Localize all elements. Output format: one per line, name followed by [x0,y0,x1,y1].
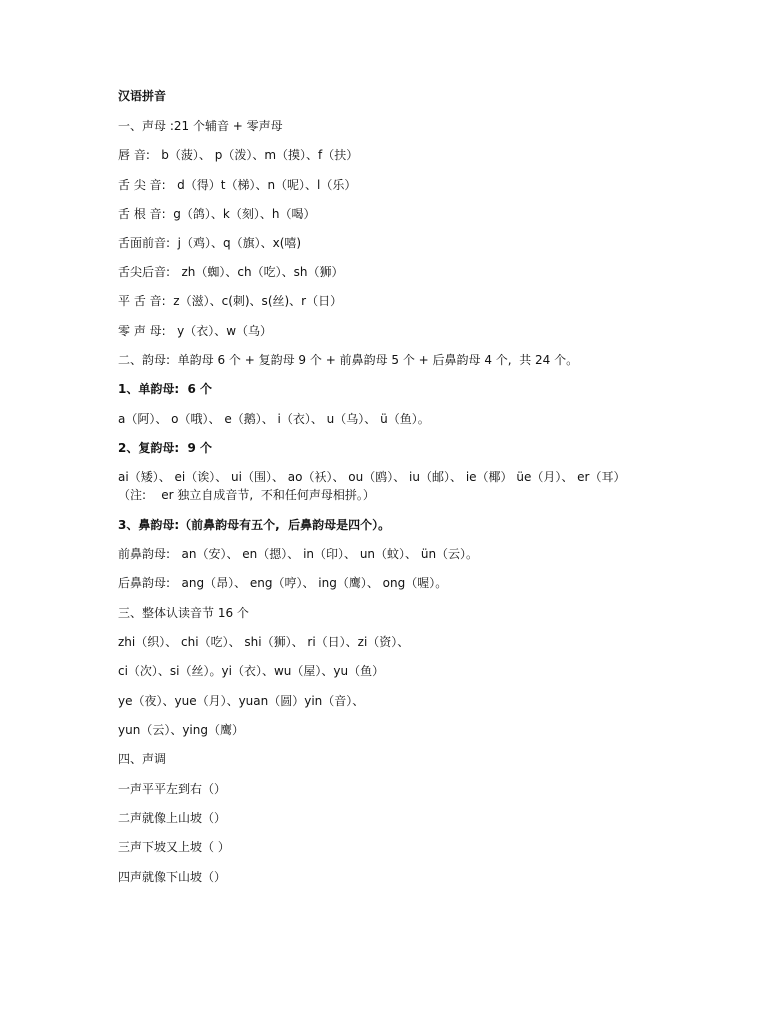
initials-retroflex: 舌尖后音: zh（蜘）、ch（吃）、sh（狮） [118,265,344,279]
whole-syllables-line-4: yun（云）、ying（鹰） [118,723,244,737]
section-initials-heading: 一、声母 :21 个辅音 + 零声母 [118,119,283,133]
document-title: 汉语拼音 [118,89,167,103]
initials-flat-tongue: 平 舌 音: z（滋）、c(刺)、s(丝)、r（日） [118,294,343,308]
section-tones-heading: 四、声调 [118,752,167,766]
initials-labials: 唇 音: b（菠）、 p（泼）、m（摸）、f（扶） [118,148,359,162]
whole-syllables-line-2: ci（次）、si（丝）。yi（衣）、wu（屋）、yu（鱼） [118,664,385,678]
tone-second: 二声就像上山坡（） [118,811,227,825]
simple-finals-heading: 1、单韵母: 6 个 [118,382,213,396]
nasal-finals-heading: 3、鼻韵母:（前鼻韵母有五个, 后鼻韵母是四个）。 [118,518,391,532]
initials-velars: 舌 根 音: g（鸽）、k（刻）、h（喝） [118,207,316,221]
initials-palatals: 舌面前音: j（鸡）、q（旗）、x(嘻) [118,236,302,250]
simple-finals-list: a（阿）、 o（哦）、 e（鹅）、 i（衣）、 u（乌）、 ü（鱼）。 [118,412,430,426]
section-finals-heading: 二、韵母: 单韵母 6 个 + 复韵母 9 个 + 前鼻韵母 5 个 + 后鼻韵母 4 个, 共 24 个。 [118,353,579,367]
back-nasal-finals: 后鼻韵母: ang（昂）、 eng（哼）、 ing（鹰）、 ong（喔）。 [118,576,448,590]
tone-third: 三声下坡又上坡（ ） [118,840,230,854]
whole-syllables-line-1: zhi（织）、 chi（吃）、 shi（狮）、 ri（日）、zi（资）、 [118,635,410,649]
front-nasal-finals: 前鼻韵母: an（安）、 en（摁）、 in（印）、 un（蚊）、 ün（云）。 [118,547,479,561]
tone-fourth: 四声就像下山坡（） [118,870,227,884]
section-whole-syllables-heading: 三、整体认读音节 16 个 [118,606,249,620]
initials-zero: 零 声 母: y（衣）、w（乌） [118,324,273,338]
tone-first: 一声平平左到右（） [118,782,227,796]
compound-finals-heading: 2、复韵母: 9 个 [118,441,213,455]
whole-syllables-line-3: ye（夜）、yue（月）、yuan（圆）yin（音）、 [118,694,365,708]
initials-alveolars: 舌 尖 音: d（得）t（梯）、n（呢）、l（乐） [118,178,357,192]
compound-finals-list: ai（矮）、 ei（诶）、 ui（围）、 ao（袄）、 ou（鸥）、 iu（邮）、 ie（椰） üe（月）、 er（耳） [118,470,626,484]
compound-finals-note: （注: er 独立自成音节, 不和任何声母相拼。） [118,488,375,502]
